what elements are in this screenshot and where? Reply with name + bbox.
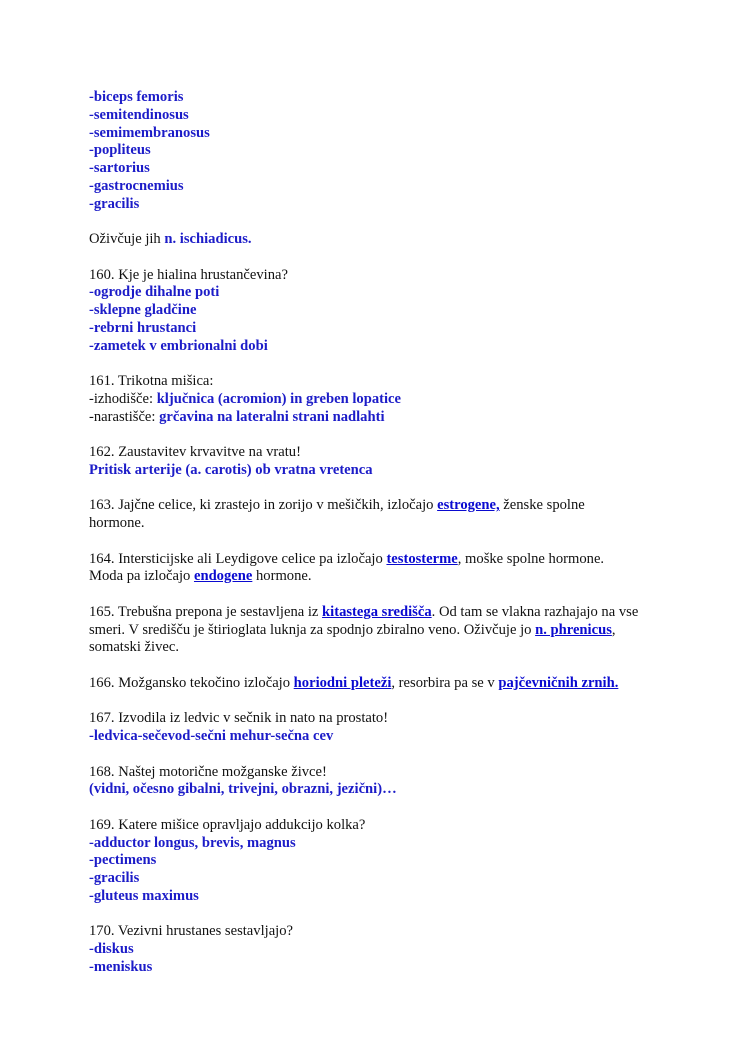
question-text: 170. Vezivni hrustanes sestavljajo? xyxy=(89,923,293,940)
question-text: 165. Trebušna prepona je sestavljena iz xyxy=(89,603,323,620)
text-line xyxy=(89,338,689,356)
text-line xyxy=(89,781,689,799)
answer-text: -biceps femoris xyxy=(89,89,184,105)
text-line xyxy=(89,409,689,427)
text-line xyxy=(89,923,689,941)
question-text: 167. Izvodila iz ledvic v sečnik in nato na prostato! xyxy=(89,710,389,727)
text-line xyxy=(89,267,689,285)
text-line xyxy=(89,373,689,391)
answer-text: -sklepne gladčine xyxy=(89,302,197,318)
blank-line xyxy=(89,480,689,498)
text-line xyxy=(89,568,689,586)
text-line xyxy=(89,231,689,249)
text-line xyxy=(89,941,689,959)
question-text: smeri. V središču je štirioglata luknja za spodnjo zbiralno veno. Oživčuje jo xyxy=(89,621,536,638)
text-line xyxy=(89,604,689,622)
question-text: -narastišče: xyxy=(89,408,160,425)
text-line xyxy=(89,160,689,178)
text-line xyxy=(89,302,689,320)
answer-text: -pectimens xyxy=(89,852,157,869)
answer-text: -gracilis xyxy=(89,195,140,212)
answer-text: -rebrni hrustanci xyxy=(89,319,197,336)
question-text: 164. Intersticijske ali Leydigove celice pa izločajo xyxy=(89,550,387,567)
text-line xyxy=(89,320,689,338)
question-text: Moda pa izločajo xyxy=(89,568,194,585)
blank-line xyxy=(89,426,689,444)
text-line xyxy=(89,196,689,214)
text-line xyxy=(89,551,689,569)
blank-line xyxy=(89,746,689,764)
link-text[interactable]: testosterme xyxy=(386,550,458,567)
answer-text: Pritisk arterije (a. carotis) ob vratna vretenca xyxy=(89,461,373,478)
text-line xyxy=(89,817,689,835)
blank-line xyxy=(89,213,689,231)
question-text: 166. Možgansko tekočino izločajo xyxy=(89,674,294,691)
question-text: -izhodišče: xyxy=(89,390,157,407)
text-line xyxy=(89,764,689,782)
blank-line xyxy=(89,355,689,373)
text-line xyxy=(89,835,689,853)
question-text: , moške spolne hormone. xyxy=(457,550,605,567)
link-text[interactable]: kitastega središča xyxy=(322,603,432,620)
question-text: 162. Zaustavitev krvavitve na vratu! xyxy=(89,444,301,460)
document-page xyxy=(89,89,689,977)
text-line xyxy=(89,728,689,746)
answer-text: -semitendinosus xyxy=(89,106,189,123)
question-text: 168. Naštej motorične možganske živce! xyxy=(89,763,327,780)
blank-line xyxy=(89,586,689,604)
text-line xyxy=(89,497,689,515)
question-text: . Od tam se vlakna razhajajo na vse xyxy=(431,603,639,620)
question-text: somatski živec. xyxy=(89,639,179,656)
answer-text: -popliteus xyxy=(89,142,151,159)
blank-line xyxy=(89,249,689,267)
answer-text: -ledvica-sečevod-sečni mehur-sečna cev xyxy=(89,728,334,744)
answer-text: -ogrodje dihalne poti xyxy=(89,284,220,301)
text-line xyxy=(89,710,689,728)
link-text[interactable]: horiodni pleteži xyxy=(293,674,392,691)
answer-text: -gluteus maximus xyxy=(89,887,199,904)
text-line xyxy=(89,178,689,196)
answer-text: -meniskus xyxy=(89,958,153,975)
answer-text: -adductor longus, brevis, magnus xyxy=(89,834,296,851)
text-line xyxy=(89,515,689,533)
link-text[interactable]: endogene xyxy=(193,568,253,585)
text-line xyxy=(89,284,689,302)
text-line xyxy=(89,852,689,870)
text-line xyxy=(89,142,689,160)
question-text: 163. Jajčne celice, ki zrastejo in zorijo v mešičkih, izločajo xyxy=(89,497,438,514)
link-text[interactable]: pajčevničnih zrnih. xyxy=(498,674,619,691)
answer-text: grčavina na lateralni strani nadlahti xyxy=(159,408,385,425)
blank-line xyxy=(89,906,689,924)
text-line xyxy=(89,125,689,143)
answer-text: -zametek v embrionalni dobi xyxy=(89,337,268,354)
text-line xyxy=(89,870,689,888)
answer-text: ključnica (acromion) in greben lopatice xyxy=(156,390,401,407)
link-text[interactable]: n. phrenicus xyxy=(535,621,612,638)
question-text: hormone. xyxy=(252,568,312,585)
text-line xyxy=(89,444,689,462)
link-text[interactable]: estrogene, xyxy=(437,497,500,514)
text-line xyxy=(89,959,689,977)
text-line xyxy=(89,391,689,409)
blank-line xyxy=(89,657,689,675)
question-text: hormone. xyxy=(89,515,145,531)
question-text: ženske spolne xyxy=(499,497,585,514)
answer-text: -diskus xyxy=(89,941,134,957)
question-text: 160. Kje je hialina hrustančevina? xyxy=(89,266,288,283)
text-line xyxy=(89,89,689,107)
question-text: , resorbira pa se v xyxy=(391,674,499,691)
answer-text: -semimembranosus xyxy=(89,124,210,141)
text-line xyxy=(89,888,689,906)
answer-text: n. ischiadicus. xyxy=(164,231,252,247)
text-line xyxy=(89,622,689,640)
text-line xyxy=(89,675,689,693)
text-line xyxy=(89,107,689,125)
question-text: 169. Katere mišice opravljajo addukcijo kolka? xyxy=(89,816,366,833)
question-text: Oživčuje jih xyxy=(89,231,165,247)
blank-line xyxy=(89,533,689,551)
text-line xyxy=(89,639,689,657)
answer-text: -gracilis xyxy=(89,870,140,886)
blank-line xyxy=(89,799,689,817)
blank-line xyxy=(89,693,689,711)
answer-text: -gastrocnemius xyxy=(89,177,184,194)
text-line xyxy=(89,462,689,480)
answer-text: (vidni, očesno gibalni, trivejni, obrazni, jezični)… xyxy=(89,781,397,798)
question-text: , xyxy=(611,621,616,638)
answer-text: -sartorius xyxy=(89,160,150,176)
question-text: 161. Trikotna mišica: xyxy=(89,373,214,389)
